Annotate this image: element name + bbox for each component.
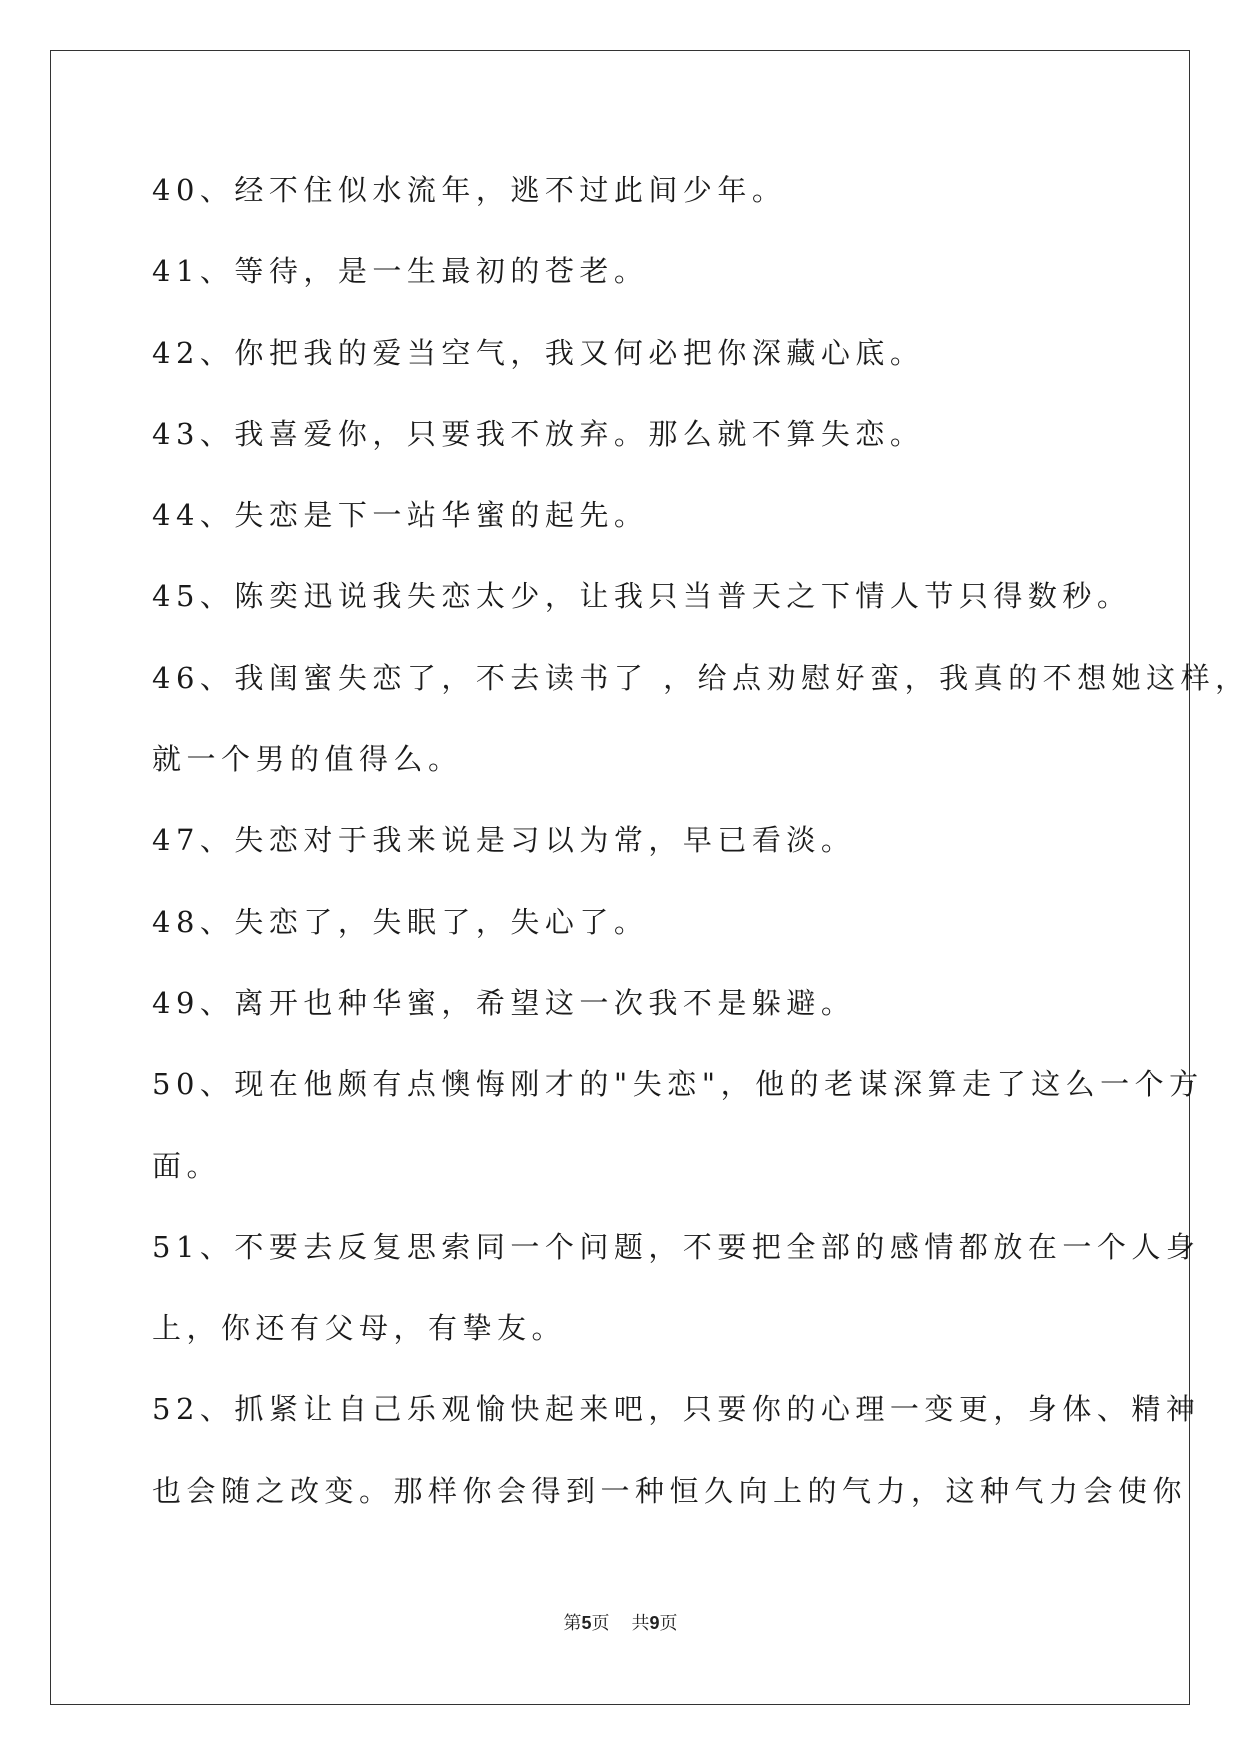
footer-total-prefix: 共 — [631, 1613, 650, 1634]
text-line: 上，你还有父母，有挚友。 — [152, 1311, 567, 1346]
text-line: 也会随之改变。那样你会得到一种恒久向上的气力，这种气力会使你 — [152, 1473, 1188, 1508]
text-line: 44、失恋是下一站华蜜的起先。 — [152, 498, 649, 533]
page-footer — [0, 1609, 1241, 1635]
footer-page-prefix: 第 — [563, 1613, 582, 1634]
text-line: 49、离开也种华蜜，希望这一次我不是躲避。 — [152, 985, 856, 1020]
text-line: 47、失恋对于我来说是习以为常，早已看淡。 — [152, 823, 856, 858]
footer-page-number: 5 — [581, 1613, 592, 1633]
text-line: 就一个男的值得么。 — [152, 742, 463, 777]
document-body — [152, 150, 1250, 1532]
text-line: 46、我闺蜜失恋了，不去读书了 ，给点劝慰好蛮，我真的不想她这样， — [152, 660, 1250, 695]
text-line: 50、现在他颇有点懊悔刚才的"失恋"，他的老谋深算走了这么一个方 — [152, 1067, 1204, 1102]
text-line: 48、失恋了，失眠了，失心了。 — [152, 904, 649, 939]
text-line: 41、等待，是一生最初的苍老。 — [152, 254, 649, 289]
footer-total-suffix: 页 — [659, 1613, 678, 1634]
text-line: 51、不要去反复思索同一个问题，不要把全部的感情都放在一个人身 — [152, 1229, 1201, 1264]
text-line: 43、我喜爱你，只要我不放弃。那么就不算失恋。 — [152, 416, 925, 451]
text-line: 40、经不住似水流年，逃不过此间少年。 — [152, 173, 787, 207]
footer-page-suffix: 页 — [591, 1613, 610, 1634]
text-line: 45、陈奕迅说我失恋太少，让我只当普天之下情人节只得数秒。 — [152, 579, 1132, 614]
text-line: 面。 — [152, 1148, 222, 1183]
text-line: 52、抓紧让自己乐观愉快起来吧，只要你的心理一变更，身体、精神 — [152, 1392, 1201, 1427]
footer-total-number: 9 — [649, 1613, 660, 1633]
text-line: 42、你把我的爱当空气，我又何必把你深藏心底。 — [152, 335, 925, 370]
